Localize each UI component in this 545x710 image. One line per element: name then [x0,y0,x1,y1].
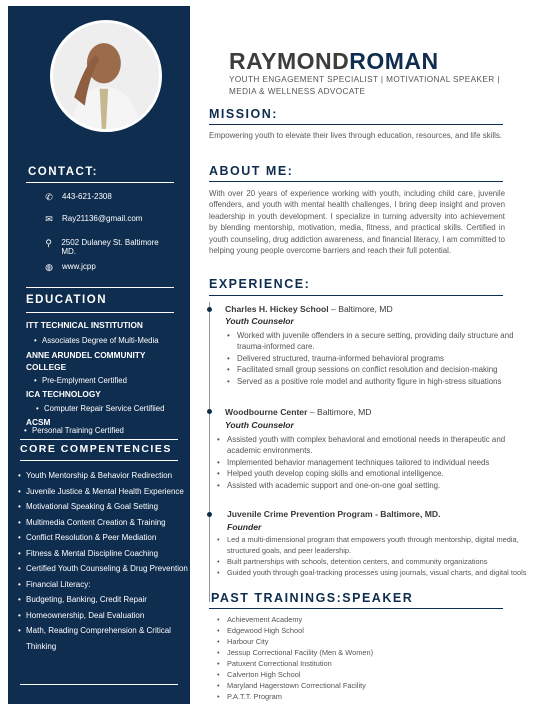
competency-item: • Fitness & Mental Discipline Coaching [18,546,188,562]
job-bullets [217,434,533,491]
contact-heading: CONTACT: [28,166,98,178]
training-item: • Achievement Academy [217,614,517,625]
job-header [227,509,440,519]
training-item: • Calverton High School [217,669,517,680]
competencies-top-divider [20,439,178,440]
tagline: YOUTH ENGAGEMENT SPECIALIST | MOTIVATIONAL SPEAKER | MEDIA & WELLNESS ADVOCATE [229,75,500,96]
job-bullet: • Worked with juvenile offenders in a secure setting, providing daily structure and trauma-informed care. [227,330,531,353]
competency-item: • Homeownership, Deal Evaluation [18,608,188,624]
job-bullet: • Helped youth develop coping skills and emotional intelligence. [217,468,533,479]
job-location: – Baltimore, MD [331,304,393,314]
timeline-dot [207,512,212,517]
timeline-dot [207,307,212,312]
job-bullet: • Implemented behavior management techniques tailored to individual needs [217,457,533,468]
education-school: ACSM [26,417,51,427]
profile-photo [50,20,162,132]
competencies-heading: CORE COMPENTENCIES [20,443,172,455]
job-bullet: • Built partnerships with schools, detention centers, and community organizations [217,556,537,567]
mission-text: Empowering youth to elevate their lives through education, resources, and life skills. [209,131,502,140]
email-icon: ✉ [45,214,53,224]
training-item: • Maryland Hagerstown Correctional Facility [217,680,517,691]
education-divider [26,312,174,313]
job-bullet: • Led a multi-dimensional program that empowers youth through mentorship, digital media, structured goals, and peer leadership. [217,534,537,556]
phone-text: 443-621-2308 [62,192,112,201]
job-bullet: • Delivered structured, trauma-informed behavioral programs [227,353,531,364]
competency-item: • Multimedia Content Creation & Training [18,515,188,531]
competency-item: • Motivational Speaking & Goal Setting [18,499,188,515]
job-header [225,407,371,417]
job-bullet: • Facilitated small group sessions on conflict resolution and decision-making [227,364,531,375]
education-top-divider [26,287,174,288]
contact-address [44,238,168,256]
job-bullets [217,534,537,578]
job-role: Youth Counselor [225,316,294,326]
experience-heading: EXPERIENCE: [209,277,311,291]
competencies-divider [20,460,178,461]
website-text: www.jcpp [62,262,96,271]
competency-item: • Budgeting, Banking, Credit Repair [18,592,188,608]
job-location: - Baltimore, MD. [375,509,441,519]
job-bullet: • Assisted with academic support and one-on-one goal setting. [217,480,533,491]
location-icon: ⚲ [45,238,52,248]
training-item: • Edgewood High School [217,625,517,636]
training-item: • Harbour City [217,636,517,647]
education-credential: • Computer Repair Service Certifiied [44,404,164,413]
timeline-dot [207,409,212,414]
trainings-heading: PAST TRAININGS:SPEAKER [211,591,414,605]
contact-website[interactable] [44,262,96,273]
contact-phone[interactable] [44,192,112,203]
job-role: Founder [227,522,262,532]
training-item: • Jessup Correctional Facility (Men & Women) [217,647,517,658]
competency-item: • Conflict Resolution & Peer Mediation [18,530,188,546]
job-bullet: • Assisted youth with complex behavioral and emotional needs in therapeutic and academic environments. [217,434,533,457]
competency-item: • Math, Reading Comprehension & Critical Thinking [18,623,188,654]
job-org: Woodbourne Center [225,407,308,417]
address-text: 2502 Dulaney St. Baltimore MD. [61,238,159,256]
job-location: – Baltimore, MD [309,407,372,417]
contact-email[interactable] [44,214,142,225]
sidebar-bottom-divider [20,684,178,685]
competency-item: • Youth Mentorship & Behavior Redirection [18,468,188,484]
globe-icon: ◍ [45,262,53,272]
competencies-list [18,468,188,654]
job-bullet: • Guided youth through goal-tracking processes using journals, visual charts, and digital tools [217,567,537,578]
experience-timeline [209,302,210,602]
job-org: Charles H. Hickey School [225,304,329,314]
education-school: ICA TECHNOLOGY [26,389,101,399]
job-role: Youth Counselor [225,420,294,430]
portrait-image [53,23,159,129]
trainings-list [217,614,517,702]
about-divider [209,181,503,182]
phone-icon: ✆ [45,192,53,202]
trainings-divider [209,608,503,609]
education-school: ITT TECHNICAL INSTITUTION [26,320,143,330]
sidebar [8,6,190,704]
mission-divider [209,124,503,125]
training-item: • Patuxent Correctional Institution [217,658,517,669]
education-credential: • Associates Degree of Multi-Media [42,336,159,345]
competency-item: • Financial Literacy: [18,577,188,593]
training-item: • P.A.T.T. Program [217,691,517,702]
contact-divider [26,182,174,183]
email-text: Ray21136@gmail.com [62,214,143,223]
last-name: ROMAN [349,48,439,74]
job-org: Juvenile Crime Prevention Program [227,509,373,519]
education-credential: • Personal Training Certified [32,426,124,435]
education-school: ANNE ARUNDEL COMMUNITY COLLEGE [26,350,146,372]
competency-item: • Juvenile Justice & Mental Health Experience [18,484,188,500]
job-bullets [227,330,531,387]
about-text: With over 20 years of experience working with youth, including child care, juvenile offenders, and youth with mental health challenges, I bring deep insight and proven leadership in youth development. I specialize in turning adversity into achievement by blending mentorship, motivation, media, fitness, and practical skills. Certified in youth counseling, drug addiction awareness, and financial literacy, I am committed to helping young people overcome barriers and reach their full potential. [209,189,505,256]
experience-divider [209,295,503,296]
first-name: RAYMOND [229,48,350,74]
about-heading: ABOUT ME: [209,164,294,178]
competency-item: • Certified Youth Counseling & Drug Prevention [18,561,188,577]
job-bullet: • Served as a positive role model and authority figure in high-stress situations [227,376,531,387]
resume-name [229,48,439,75]
job-header [225,304,393,314]
education-credential: • Pre-Emplyment Certified [42,376,127,385]
mission-heading: MISSION: [209,107,278,121]
education-heading: EDUCATION [26,294,108,306]
